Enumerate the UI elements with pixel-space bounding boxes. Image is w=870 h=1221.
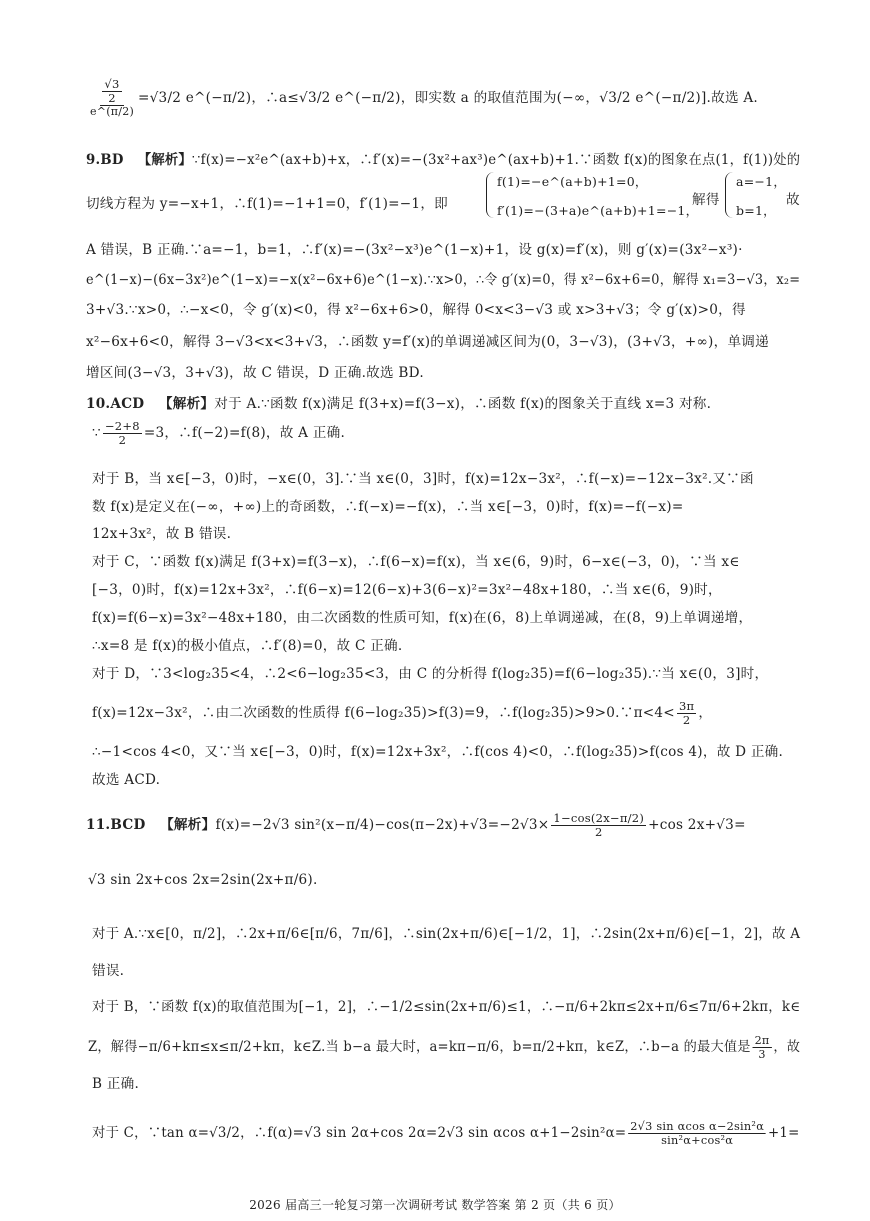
solution-text: f(x)=−2√3 sin²(x−π/4)−cos(π−2x)+√3=−2√3× bbox=[215, 817, 550, 834]
fraction-denominator: 3 bbox=[758, 1047, 766, 1062]
fraction-numerator: 2√3 sin αcos α−2sin²α bbox=[630, 1119, 765, 1133]
text-line bbox=[92, 420, 345, 447]
analysis-tag: 【解析】 bbox=[158, 396, 215, 412]
solution-text: f(x)=12x−3x²，∴由二次函数的性质得 f(6−log₂35)>f(3)=9，∴f(log₂35)>9>0.∵π<4< bbox=[92, 705, 675, 722]
text-line: ∴−1<cos 4<0，又∵当 x∈[−3，0)时，f(x)=12x+3x²，∴f(cos 4)<0，∴f(log₂35)>f(cos 4)，故 D 正确. bbox=[92, 744, 784, 760]
solution-text: ，故 bbox=[773, 1039, 801, 1056]
text-line: f(x)=f(6−x)=3x²−48x+180，由二次函数的性质可知，f(x)在(6，8)上单调递减，在(8，9)上单调递增， bbox=[92, 610, 753, 626]
system-equation: b=1， bbox=[736, 203, 776, 218]
text-line: 对于 D，∵3<log₂35<4，∴2<6−log₂35<3，由 C 的分析得 f(log₂35)=f(6−log₂35).∵当 x∈(0，3]时， bbox=[92, 666, 769, 682]
fraction bbox=[628, 1120, 766, 1147]
solution-text: ， bbox=[698, 705, 713, 722]
text-line: e^(1−x)−(6x−3x²)e^(1−x)=−x(x²−6x+6)e^(1−x).∵x>0，∴令 g′(x)=0，得 x²−6x+6=0，解得 x₁=3−√3，x₂= bbox=[86, 272, 801, 288]
fraction-denominator: 2 bbox=[594, 825, 603, 840]
solution-text: 故 bbox=[786, 192, 800, 208]
text-line bbox=[86, 78, 758, 119]
text-line: 12x+3x²，故 B 错误. bbox=[92, 526, 232, 542]
solution-text: 对于 A.∵函数 f(x)满足 f(3+x)=f(3−x)，∴函数 f(x)的图象关于直线 x=3 对称. bbox=[214, 396, 712, 412]
text-line bbox=[92, 1120, 800, 1147]
text-line: 数 f(x)是定义在(−∞，+∞)上的奇函数，∴f(−x)=−f(x)，∴当 x∈[−3，0)时，f(x)=−f(−x)= bbox=[92, 499, 684, 515]
solution-text: +cos 2x+√3= bbox=[648, 817, 746, 834]
text-line: 对于 B，∵函数 f(x)的取值范围为[−1，2]，∴−1/2≤sin(2x+π/6)≤1，∴−π/6+2kπ≤2x+π/6≤7π/6+2kπ，k∈ bbox=[92, 999, 801, 1015]
fraction-numerator: √3 bbox=[104, 77, 120, 91]
fraction bbox=[677, 700, 696, 727]
fraction-numerator: −2+8 bbox=[104, 419, 140, 433]
text-line: B 正确. bbox=[92, 1076, 140, 1092]
analysis-tag: 【解析】 bbox=[137, 152, 192, 168]
fraction bbox=[102, 78, 121, 105]
fraction bbox=[551, 812, 646, 839]
solution-text: 对于 C，∵tan α=√3/2，∴f(α)=√3 sin 2α+cos 2α=2√3 sin αcos α+1−2sin²α= bbox=[92, 1125, 627, 1142]
fraction-denominator: sin²α+cos²α bbox=[661, 1133, 734, 1148]
system-equation: a=−1， bbox=[736, 174, 787, 189]
text-line: A 错误，B 正确.∵a=−1，b=1，∴f′(x)=−(3x²−x³)e^(1−x)+1，设 g(x)=f′(x)，则 g′(x)=(3x²−x³)· bbox=[86, 242, 743, 258]
solution-text: =√3/2 e^(−π/2)，∴a≤√3/2 e^(−π/2)，即实数 a 的取值范围为(−∞，√3/2 e^(−π/2)].故选 A. bbox=[138, 90, 759, 107]
solution-text: +1= bbox=[767, 1125, 800, 1142]
fraction-numerator: 3π bbox=[678, 699, 695, 713]
text-line bbox=[86, 192, 448, 212]
text-line: 对于 C，∵函数 f(x)满足 f(3+x)=f(3−x)，∴f(6−x)=f(x)，当 x∈(6，9)时，6−x∈(−3，0)，∵当 x∈ bbox=[92, 554, 740, 570]
text-line: x²−6x+6<0，解得 3−√3<x<3+√3，∴函数 y=f′(x)的单调递减区间为(0，3−√3)，(3+√3，+∞)，单调递 bbox=[86, 334, 769, 350]
solution-text: 解得 bbox=[692, 192, 720, 208]
text-line bbox=[92, 700, 712, 727]
text-line bbox=[86, 148, 800, 168]
fraction bbox=[753, 1034, 772, 1061]
text-line bbox=[86, 812, 746, 839]
text-line bbox=[86, 392, 711, 412]
text-line: 增区间(3−√3，3+√3)，故 C 错误，D 正确.故选 BD. bbox=[86, 365, 424, 381]
solution-text: =3，∴f(−2)=f(8)，故 A 正确. bbox=[143, 425, 346, 442]
fraction-numerator bbox=[100, 78, 123, 106]
text-line: 对于 B，当 x∈[−3，0)时，−x∈(0，3].∵当 x∈(0，3]时，f(x)=12x−3x²，∴f(−x)=−12x−3x².又∵函 bbox=[92, 471, 754, 487]
problem-number: 11.BCD bbox=[86, 817, 146, 834]
solution-text: 切线方程为 y=−x+1，∴f(1)=−1+1=0，f′(1)=−1，即 bbox=[86, 196, 449, 212]
text-line: 3+√3.∵x>0，∴−x<0，令 g′(x)<0，得 x²−6x+6>0，解得 0<x<3−√3 或 x>3+√3；令 g′(x)>0，得 bbox=[86, 302, 746, 318]
fraction-numerator: 2π bbox=[754, 1033, 770, 1047]
text-line: ∴x=8 是 f(x)的极小值点，∴f′(8)=0，故 C 正确. bbox=[92, 638, 403, 654]
equation-system-brace bbox=[725, 172, 734, 218]
text-line: 对于 A.∵x∈[0，π/2]，∴2x+π/6∈[π/6，7π/6]，∴sin(2x+π/6)∈[−1/2，1]，∴2sin(2x+π/6)∈[−1，2]，故 A bbox=[92, 926, 801, 942]
system-equation: f(1)=−e^(a+b)+1=0， bbox=[497, 174, 648, 189]
text-line: √3 sin 2x+cos 2x=2sin(2x+π/6). bbox=[88, 872, 318, 888]
fraction bbox=[88, 78, 136, 119]
system-equation: f′(1)=−(3+a)e^(a+b)+1=−1， bbox=[497, 203, 699, 218]
problem-number: 10.ACD bbox=[86, 396, 145, 412]
page-footer: 2026 届高三一轮复习第一次调研考试 数学答案 第 2 页（共 6 页） bbox=[249, 1198, 621, 1212]
analysis-tag: 【解析】 bbox=[160, 817, 216, 834]
fraction-denominator: 2 bbox=[108, 91, 116, 106]
fraction bbox=[103, 420, 142, 447]
text-line: 错误. bbox=[92, 963, 125, 979]
fraction-denominator: e^(π/2) bbox=[90, 105, 134, 119]
fraction-denominator: 2 bbox=[118, 433, 127, 448]
problem-number: 9.BD bbox=[86, 152, 124, 168]
solution-text: ∵f(x)=−x²e^(ax+b)+x，∴f′(x)=−(3x²+ax³)e^(ax+b)+1.∵函数 f(x)的图象在点(1，f(1))处的 bbox=[191, 152, 801, 168]
solution-text: ∵ bbox=[92, 425, 101, 442]
text-line: 故选 ACD. bbox=[92, 772, 161, 788]
text-line: [−3，0)时，f(x)=12x+3x²，∴f(6−x)=12(6−x)+3(6−x)²=3x²−48x+180，∴当 x∈(6，9)时， bbox=[92, 582, 722, 598]
equation-system-brace bbox=[486, 172, 495, 218]
fraction-denominator: 2 bbox=[682, 713, 691, 728]
solution-text: Z，解得−π/6+kπ≤x≤π/2+kπ，k∈Z.当 b−a 最大时，a=kπ−π/6，b=π/2+kπ，k∈Z，∴b−a 的最大值是 bbox=[88, 1039, 751, 1056]
fraction-numerator: 1−cos(2x−π/2) bbox=[553, 811, 645, 825]
text-line bbox=[88, 1034, 800, 1061]
